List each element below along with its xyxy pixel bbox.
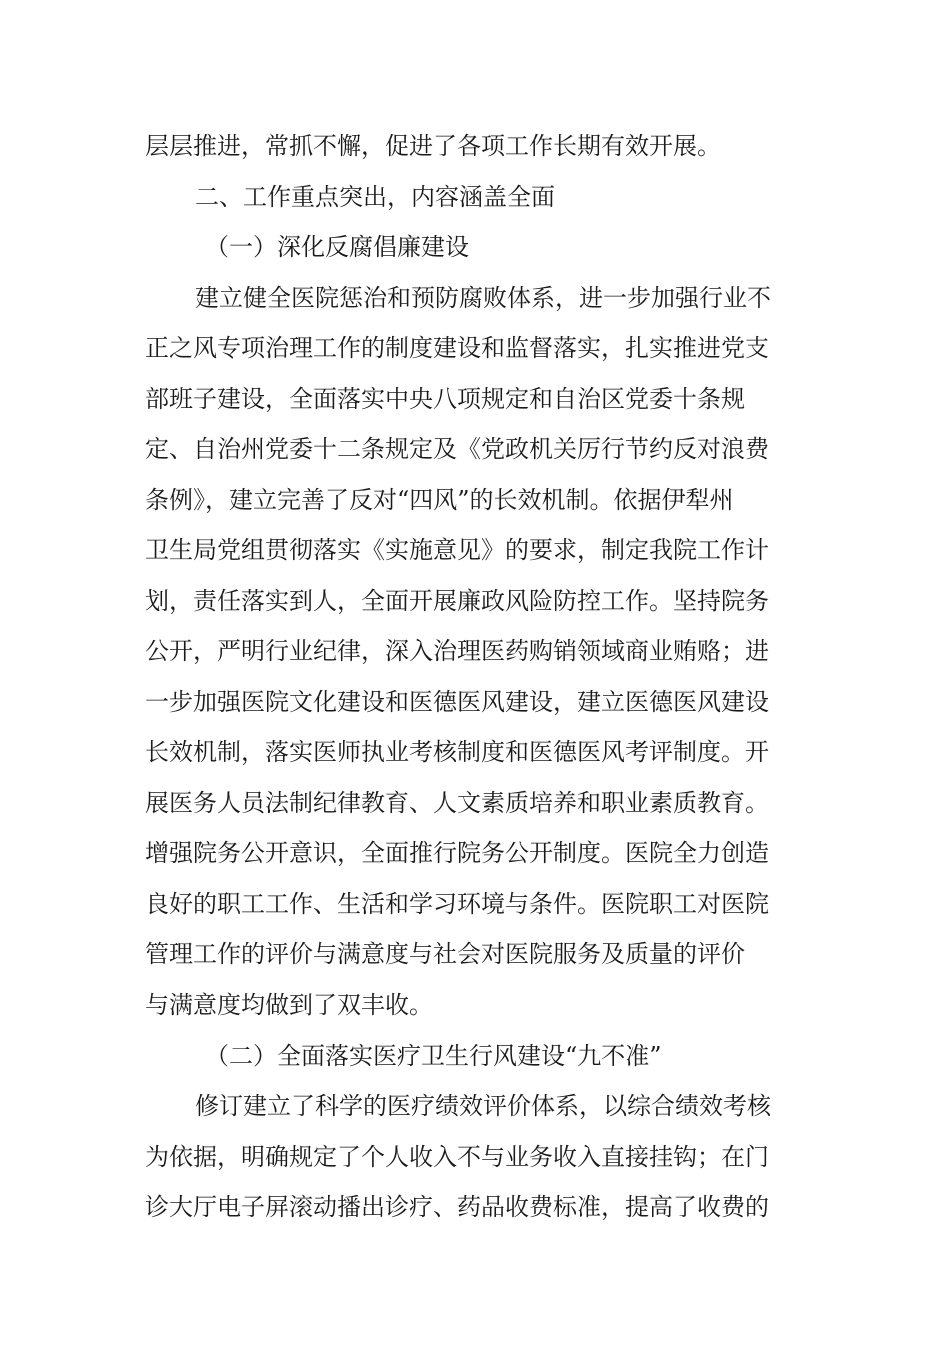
paragraph-line: 展医务人员法制纪律教育、人文素质培养和职业素质教育。 xyxy=(145,789,769,817)
paragraph-line: 管理工作的评价与满意度与社会对医院服务及质量的评价 xyxy=(145,940,745,968)
paragraph-line: 划，责任落实到人，全面开展廉政风险防控工作。坚持院务 xyxy=(145,587,769,615)
section-heading: 二、工作重点突出，内容涵盖全面 xyxy=(195,183,555,211)
paragraph-line: 为依据，明确规定了个人收入不与业务收入直接挂钩；在门 xyxy=(145,1143,769,1171)
paragraph-line: 定、自治州党委十二条规定及《党政机关厉行节约反对浪费 xyxy=(145,435,769,463)
paragraph-line: 增强院务公开意识，全面推行院务公开制度。医院全力创造 xyxy=(145,839,769,867)
paragraph-line: 正之风专项治理工作的制度建设和监督落实，扎实推进党支 xyxy=(145,334,769,362)
paragraph-continuation-line: 层层推进，常抓不懈，促进了各项工作长期有效开展。 xyxy=(145,132,721,160)
paragraph-line: 诊大厅电子屏滚动播出诊疗、药品收费标准，提高了收费的 xyxy=(145,1193,769,1221)
subsection-heading: （二）全面落实医疗卫生行风建设“九不准” xyxy=(205,1042,662,1070)
paragraph-line: 与满意度均做到了双丰收。 xyxy=(145,991,433,1019)
paragraph-line: 卫生局党组贯彻落实《实施意见》的要求，制定我院工作计 xyxy=(145,536,769,564)
paragraph-line: 一步加强医院文化建设和医德医风建设，建立医德医风建设 xyxy=(145,688,769,716)
paragraph-line: 良好的职工工作、生活和学习环境与条件。医院职工对医院 xyxy=(145,890,769,918)
paragraph-line: 建立健全医院惩治和预防腐败体系，进一步加强行业不 xyxy=(195,284,771,312)
paragraph-line: 长效机制，落实医师执业考核制度和医德医风考评制度。开 xyxy=(145,738,769,766)
paragraph-line: 条例》，建立完善了反对“四风”的长效机制。依据伊犁州 xyxy=(145,486,734,514)
paragraph-line: 公开，严明行业纪律，深入治理医药购销领域商业贿赂；进 xyxy=(145,637,769,665)
paragraph-line: 部班子建设，全面落实中央八项规定和自治区党委十条规 xyxy=(145,385,745,413)
subsection-heading: （一）深化反腐倡廉建设 xyxy=(205,233,469,261)
paragraph-line: 修订建立了科学的医疗绩效评价体系，以综合绩效考核 xyxy=(195,1092,771,1120)
